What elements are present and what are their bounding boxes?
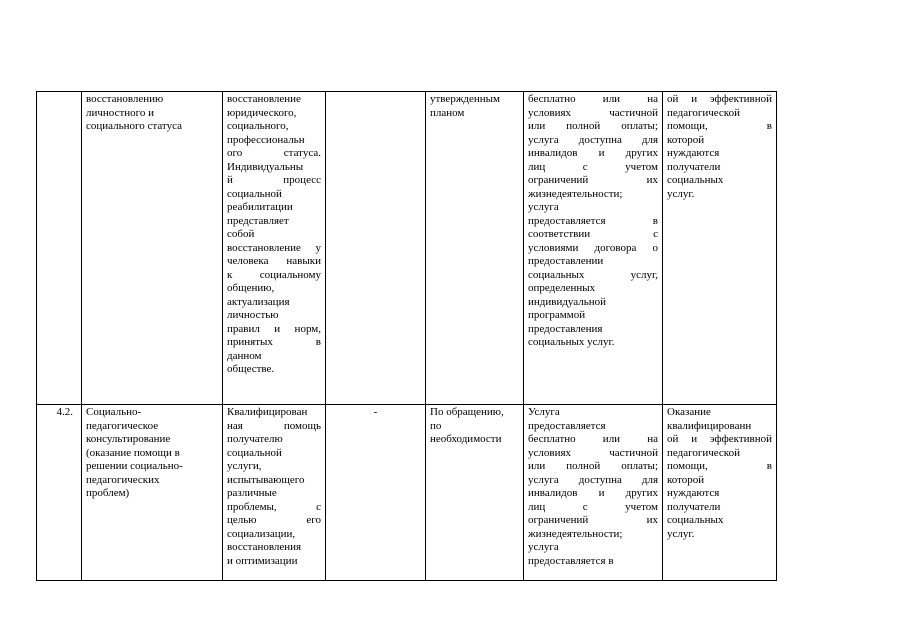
cell-text-line: социального статуса xyxy=(86,120,182,132)
cell-text-line: услуга xyxy=(528,201,559,213)
cell-text-line: различные xyxy=(227,487,277,499)
cell-text-line: личностью xyxy=(227,309,279,321)
cell-text-line: актуализация xyxy=(227,295,290,308)
cell-text-line: социального, xyxy=(227,120,289,132)
service-description-cell xyxy=(223,92,326,405)
cell-text-line: услуга xyxy=(528,541,559,553)
cell-text-line: Квалифицирован xyxy=(227,406,308,418)
cell-text-line: помощи, в xyxy=(667,120,772,132)
cell-text-line: утвержденным xyxy=(430,93,501,105)
cell-text-line: социальных услуг, xyxy=(528,268,658,281)
cell-text-line: и оптимизации xyxy=(227,554,298,567)
cell-text-line: предоставлении xyxy=(528,255,604,267)
cell-text-line: или полной оплаты; xyxy=(528,120,658,132)
cell-text-line: принятых в xyxy=(227,336,321,348)
cell-text-line: необходимости xyxy=(430,433,502,445)
cell-text-line: предоставляется в xyxy=(528,214,658,227)
cell-text-line: предоставления xyxy=(528,322,603,335)
cell-text-line: квалифицированн xyxy=(667,419,752,432)
cell-text-line: (оказание помощи в xyxy=(86,446,180,459)
cell-text-line: программой xyxy=(528,309,586,321)
cell-text-line: условиях частичной xyxy=(528,446,658,459)
cell-text-line: бесплатно или на xyxy=(528,93,658,105)
cell-text-line: Услуга xyxy=(528,406,560,418)
cell-text-line: лиц с учетом xyxy=(528,160,658,173)
cell-text-line: условиями договора о xyxy=(528,241,658,254)
cell-text-line: услуги, xyxy=(227,460,262,472)
cell-text-line: жизнедеятельности; xyxy=(528,527,623,540)
cell-text-line: ная помощь xyxy=(227,419,321,432)
service-conditions-cell xyxy=(524,92,663,405)
service-schedule-cell xyxy=(426,92,524,405)
service-schedule-cell xyxy=(426,405,524,581)
cell-text-line: или полной оплаты; xyxy=(528,460,658,472)
cell-text-line: педагогических xyxy=(86,473,160,486)
cell-text-line: решении социально- xyxy=(86,460,183,472)
cell-text-line: восстановление у xyxy=(227,241,321,254)
cell-text-line: по xyxy=(430,419,442,432)
table-row xyxy=(37,92,777,405)
cell-text-line: планом xyxy=(430,106,465,119)
cell-text-line: Индивидуальны xyxy=(227,160,304,173)
cell-text-line: социальной xyxy=(227,446,282,459)
cell-text-line: юридического, xyxy=(227,106,297,119)
cell-text-line: жизнедеятельности; xyxy=(528,187,623,200)
cell-text-line: услуга доступна для xyxy=(528,473,658,486)
cell-text-line: социальных xyxy=(667,174,724,186)
cell-text-line: педагогической xyxy=(667,446,740,459)
cell-text-line: педагогическое xyxy=(86,419,159,432)
cell-text-line: проблем) xyxy=(86,487,130,499)
services-table xyxy=(36,91,777,581)
cell-text-line: восстановлению xyxy=(86,93,164,105)
cell-text-line: реабилитации xyxy=(227,201,293,213)
service-conditions-cell xyxy=(524,405,663,581)
cell-text-line: помощи, в xyxy=(667,460,772,472)
cell-text-line: нуждаются xyxy=(667,147,720,159)
cell-text-line: испытывающего xyxy=(227,473,305,486)
cell-text-line: представляет xyxy=(227,214,289,227)
service-name-cell xyxy=(82,405,223,581)
cell-text-line: Оказание xyxy=(667,406,711,418)
cell-text-line: общению, xyxy=(227,282,275,294)
cell-text-line: лиц с учетом xyxy=(528,500,658,513)
cell-text-line: инвалидов и других xyxy=(528,147,658,159)
cell-text-line: которой xyxy=(667,473,705,486)
cell-text-line: услуга доступна для xyxy=(528,133,658,146)
cell-text-line: ой и эффективной xyxy=(667,93,772,105)
cell-text-line: к социальному xyxy=(227,268,321,281)
cell-text-line: предоставляется xyxy=(528,419,606,432)
cell-text-line: Социально- xyxy=(86,406,142,418)
cell-text-line: данном xyxy=(227,349,262,362)
cell-text-line: услуг. xyxy=(667,187,695,200)
cell-text-line: ограничений их xyxy=(528,174,658,186)
cell-text-line: условиях частичной xyxy=(528,106,658,119)
cell-text-line: социальных xyxy=(667,514,724,526)
cell-text-line: По обращению, xyxy=(430,406,504,418)
service-name-cell xyxy=(82,92,223,405)
row-number-cell xyxy=(37,92,82,405)
cell-text-line: которой xyxy=(667,133,705,146)
cell-text-line: профессиональн xyxy=(227,133,305,146)
cell-text-line: человека навыки xyxy=(227,255,321,267)
cell-text-line: получатели xyxy=(667,500,721,513)
cell-text-line: получателю xyxy=(227,433,283,445)
cell-text-line: предоставляется в xyxy=(528,554,614,567)
cell-text-line: нуждаются xyxy=(667,487,720,499)
cell-text-line: консультирование xyxy=(86,433,171,445)
cell-text-line: индивидуальной xyxy=(528,295,607,308)
cell-text-line: ой и эффективной xyxy=(667,433,772,445)
cell-text-line: личностного и xyxy=(86,106,155,119)
cell-text-line: получатели xyxy=(667,160,721,173)
cell-text-line: ограничений их xyxy=(528,514,658,526)
cell-text-line: соответствии с xyxy=(528,228,658,240)
service-term-cell xyxy=(326,92,426,405)
cell-text-line: инвалидов и других xyxy=(528,487,658,499)
cell-text-line: восстановление xyxy=(227,93,301,105)
table-row xyxy=(37,405,777,581)
service-result-cell xyxy=(663,405,777,581)
cell-text-line: определенных xyxy=(528,282,596,294)
cell-text-line: восстановления xyxy=(227,541,302,553)
cell-text-line: обществе. xyxy=(227,363,275,375)
service-description-cell xyxy=(223,405,326,581)
row-number-cell: 4.2. xyxy=(37,405,82,581)
cell-text-line: собой xyxy=(227,228,255,240)
cell-text-line: проблемы, с xyxy=(227,500,321,513)
cell-text-line: социальных услуг. xyxy=(528,336,615,348)
cell-text-line: ого статуса. xyxy=(227,147,321,159)
cell-text-line: социализации, xyxy=(227,527,296,540)
cell-text-line: услуг. xyxy=(667,527,695,540)
cell-text-line: правил и норм, xyxy=(227,322,321,335)
cell-text-line: й процесс xyxy=(227,174,321,186)
service-term-cell: - xyxy=(326,405,426,581)
cell-text-line: педагогической xyxy=(667,106,740,119)
cell-text-line: бесплатно или на xyxy=(528,433,658,445)
cell-text-line: целью его xyxy=(227,514,321,526)
cell-text-line: социальной xyxy=(227,187,282,200)
service-result-cell xyxy=(663,92,777,405)
